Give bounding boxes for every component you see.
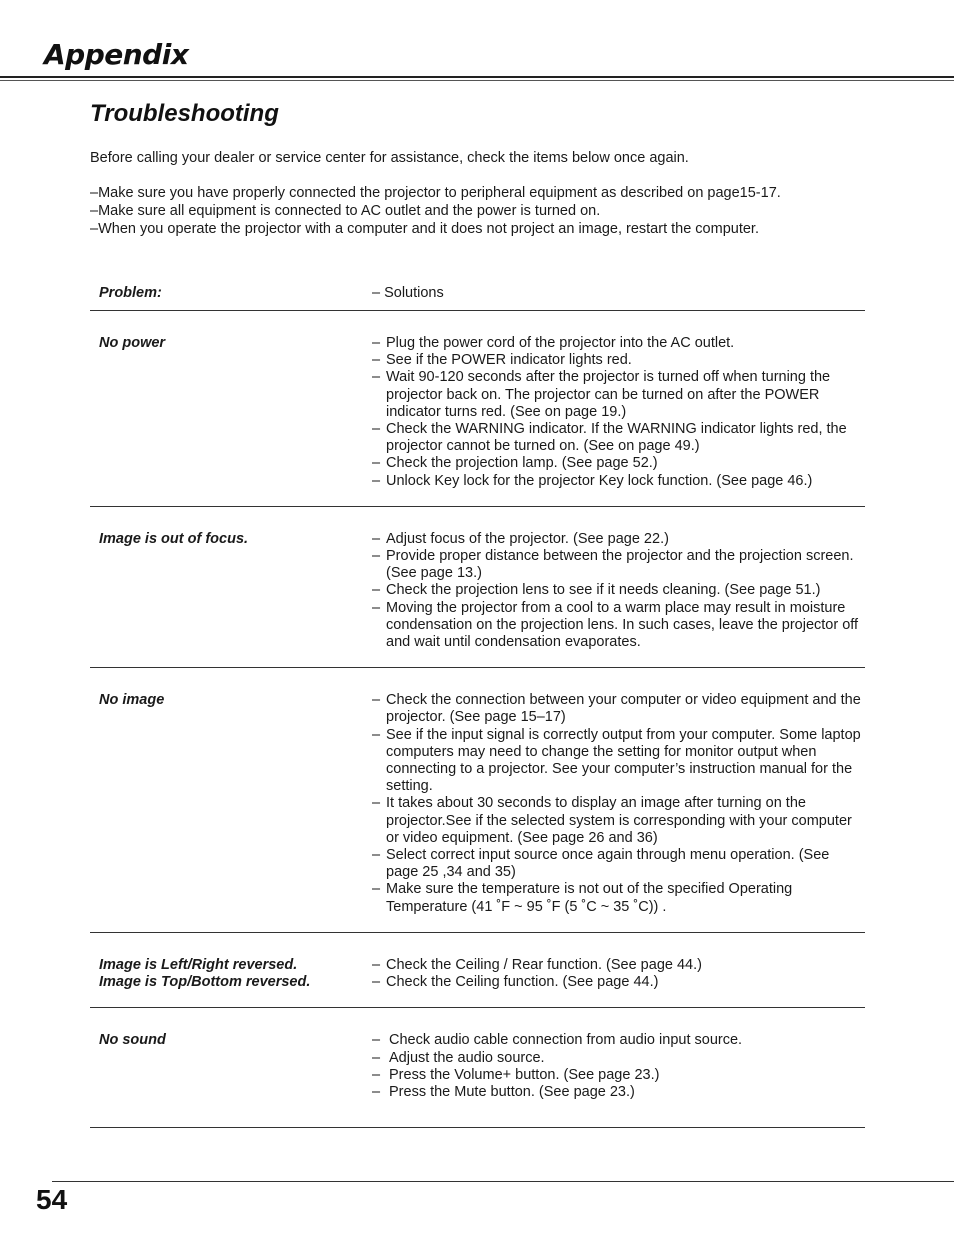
solution-item: – Check the Ceiling function. (See page 44.) (372, 974, 865, 991)
header-rule (0, 76, 954, 78)
header-rule-thin (0, 80, 954, 81)
solution-item: – Check the connection between your computer or video equipment and the projector. (See page 15–17) (372, 692, 865, 726)
solution-item: – See if the POWER indicator lights red. (372, 352, 865, 369)
problem-label: No power (99, 335, 166, 351)
table-row (90, 507, 865, 668)
page-number: 54 (36, 1184, 68, 1215)
solution-item: – Adjust focus of the projector. (See page 22.) (372, 531, 865, 548)
problem-cell (99, 335, 359, 352)
solution-item: – Check the WARNING indicator. If the WARNING indicator lights red, the projector cannot be turned on. (See on page 49.) (372, 421, 865, 455)
solution-item: – Press the Mute button. (See page 23.) (372, 1084, 865, 1101)
table-row (90, 311, 865, 507)
problem-cell (99, 531, 359, 548)
solutions-cell (372, 957, 865, 991)
solution-item: – Plug the power cord of the projector into the AC outlet. (372, 335, 865, 352)
solution-item: – Moving the projector from a cool to a warm place may result in moisture condensation on the projection lens. In such cases, leave the projector off and wait until condensation evaporates. (372, 600, 865, 652)
solution-item: – Adjust the audio source. (372, 1050, 865, 1067)
precheck-list (90, 184, 880, 238)
problem-cell (99, 1032, 359, 1049)
solution-item: – See if the input signal is correctly output from your computer. Some laptop computers may need to change the setting for monitor output when connecting to a projector. See your computer’s instruction manual for the setting. (372, 727, 865, 796)
solution-item: – Select correct input source once again through menu operation. (See page 25 ,34 and 35) (372, 847, 865, 881)
precheck-item: –Make sure all equipment is connected to AC outlet and the power is turned on. (90, 203, 601, 219)
solution-item: – It takes about 30 seconds to display an image after turning on the projector.See if the selected system is corresponding with your computer or video equipment. (See page 26 and 36) (372, 795, 865, 847)
problem-cell (99, 957, 359, 991)
solution-item: – Make sure the temperature is not out of the specified Operating Temperature (41 ˚F ~ 95 ˚F (5 ˚C ~ 35 ˚C)) . (372, 881, 865, 915)
solution-item: – Provide proper distance between the projector and the projection screen. (See page 13.) (372, 548, 865, 582)
solution-item: – Unlock Key lock for the projector Key lock function. (See page 46.) (372, 473, 865, 490)
appendix-title: Appendix (44, 38, 189, 71)
intro-text: Before calling your dealer or service center for assistance, check the items below once again. (90, 150, 689, 166)
table-header (90, 285, 865, 311)
table-row (90, 668, 865, 933)
section-title: Troubleshooting (90, 100, 279, 127)
solutions-cell (372, 692, 865, 916)
table-row (90, 1008, 865, 1128)
problem-label: Image is Left/Right reversed. (99, 956, 298, 973)
footer-rule (52, 1181, 954, 1182)
problem-label: No image (99, 692, 165, 709)
troubleshooting-table (90, 285, 865, 1128)
problem-label: Image is out of focus. (99, 530, 249, 547)
solutions-cell (372, 335, 865, 490)
precheck-item: –When you operate the projector with a computer and it does not project an image, restart the computer. (90, 221, 759, 237)
solution-item: – Check the projection lens to see if it needs cleaning. (See page 51.) (372, 582, 865, 599)
problem-label: No sound (99, 1032, 166, 1049)
solutions-cell (372, 1032, 865, 1101)
solution-item: – Press the Volume+ button. (See page 23.) (372, 1067, 865, 1084)
problem-column-header: Problem: (99, 285, 162, 301)
solutions-column-header: – Solutions (372, 285, 444, 301)
solutions-cell (372, 531, 865, 651)
solution-item: – Wait 90-120 seconds after the projector is turned off when turning the projector back on. The projector can be turned on after the POWER indicator turns red. (See on page 19.) (372, 369, 865, 421)
table-row (90, 933, 865, 1008)
problem-cell (99, 692, 359, 709)
solution-item: – Check the projection lamp. (See page 52.) (372, 455, 865, 472)
precheck-item: –Make sure you have properly connected the projector to peripheral equipment as described on page15-17. (90, 185, 781, 201)
problem-label: Image is Top/Bottom reversed. (99, 974, 311, 991)
solution-item: – Check the Ceiling / Rear function. (See page 44.) (372, 957, 865, 974)
solution-item: – Check audio cable connection from audio input source. (372, 1032, 865, 1049)
